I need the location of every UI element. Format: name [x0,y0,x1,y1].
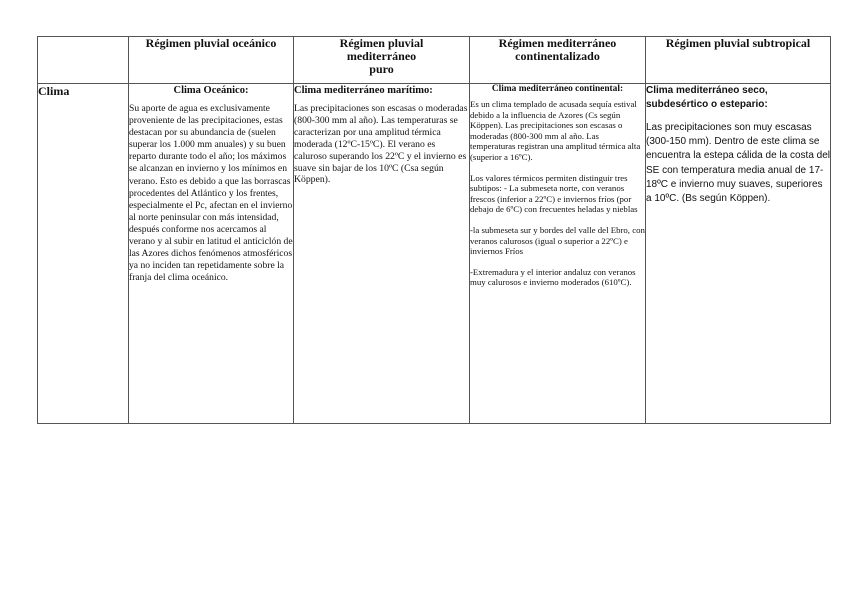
cell-continental-paragraph-1: Es un clima templado de acusada sequía estival debido a la influencia de Azores (Cs según Köppen). Las precipitaciones son escasas o moderadas (800-300 mm al año. Las temperaturas registran una amplitud térmica alta (superior a 16ºC). [470,99,641,162]
cell-oceanic-text: Su aporte de agua es exclusivamente proveniente de las precipitaciones, estas destacan por su abundancia de (suelen superar los 1.000 mm anuales) y su buen reparto durante todo el año; los máximos se alcanzan en invierno y los mínimos en verano. Esto es debido a que las borrascas procedentes del Atlántico y los frentes, especialmente el Pc, afectan en el invierno al norte peninsular con más intensidad, después conforme nos acercamos al verano y al subir en latitud el anticiclón de las Azores dichos fenómenos atmosféricos ya no inciden tan repetidamente sobre la franja del clima oceánico. [129,103,293,284]
header-mediterranean-continental-text: Régimen mediterráneo continentalizado [498,36,617,63]
cell-mediterranean-continental [470,84,646,424]
header-subtropical: Régimen pluvial subtropical [646,37,831,84]
cell-oceanic-title: Clima Oceánico: [173,85,249,96]
cell-subtropical-title: Clima mediterráneo seco, subdesértico o estepario: [646,85,768,110]
header-row [38,37,831,84]
climate-table [37,36,831,424]
cell-subtropical-text: Las precipitaciones son muy escasas (300-150 mm). Dentro de este clima se encuentra la estepa cálida de la costa del SE con temperatura media anual de 17-18ºC e invierno muy suaves, superiores a 10ºC. (Bs según Köppen). [646,122,831,205]
header-mediterranean-continental [470,37,646,84]
cell-mediterranean-pure [294,84,470,424]
cell-oceanic [129,84,294,424]
header-mediterranean-pure-text: Régimen pluvial mediterráneo puro [339,36,424,76]
header-mediterranean-pure [294,37,470,84]
cell-continental-paragraph-3: -la submeseta sur y bordes del valle del Ebro, con veranos calurosos (igual o superior a 22ºC) e inviernos Fríos [470,224,645,257]
cell-mediterranean-pure-title: Clima mediterráneo marítimo: [294,85,433,96]
header-oceanic: Régimen pluvial oceánico [129,37,294,84]
cell-continental-paragraph-2: Los valores térmicos permiten distinguir tres subtipos: - La submeseta norte, con veranos frescos (inferior a 22ºC) e inviernos fríos (por debajo de 6ºC) con frecuentes heladas y nieblas [470,172,638,215]
header-empty [38,37,129,84]
cell-continental-paragraph-4: -Extremadura y el interior andaluz con veranos muy calurosos e invierno moderados (610ºC). [470,266,636,288]
cell-subtropical [646,84,831,424]
row-label-clima: Clima [38,84,129,424]
cell-mediterranean-pure-text: Las precipitaciones son escasas o moderadas (800-300 mm al año). Las temperaturas se caracterizan por una amplitud térmica moderada (12ºC-15ºC). El verano es caluroso superando los 22ºC y el invierno es suave sin bajar de los 10ºC (Csa según Köppen). [294,103,468,186]
cell-mediterranean-continental-title: Clima mediterráneo continental: [491,84,624,94]
clima-row [38,84,831,424]
